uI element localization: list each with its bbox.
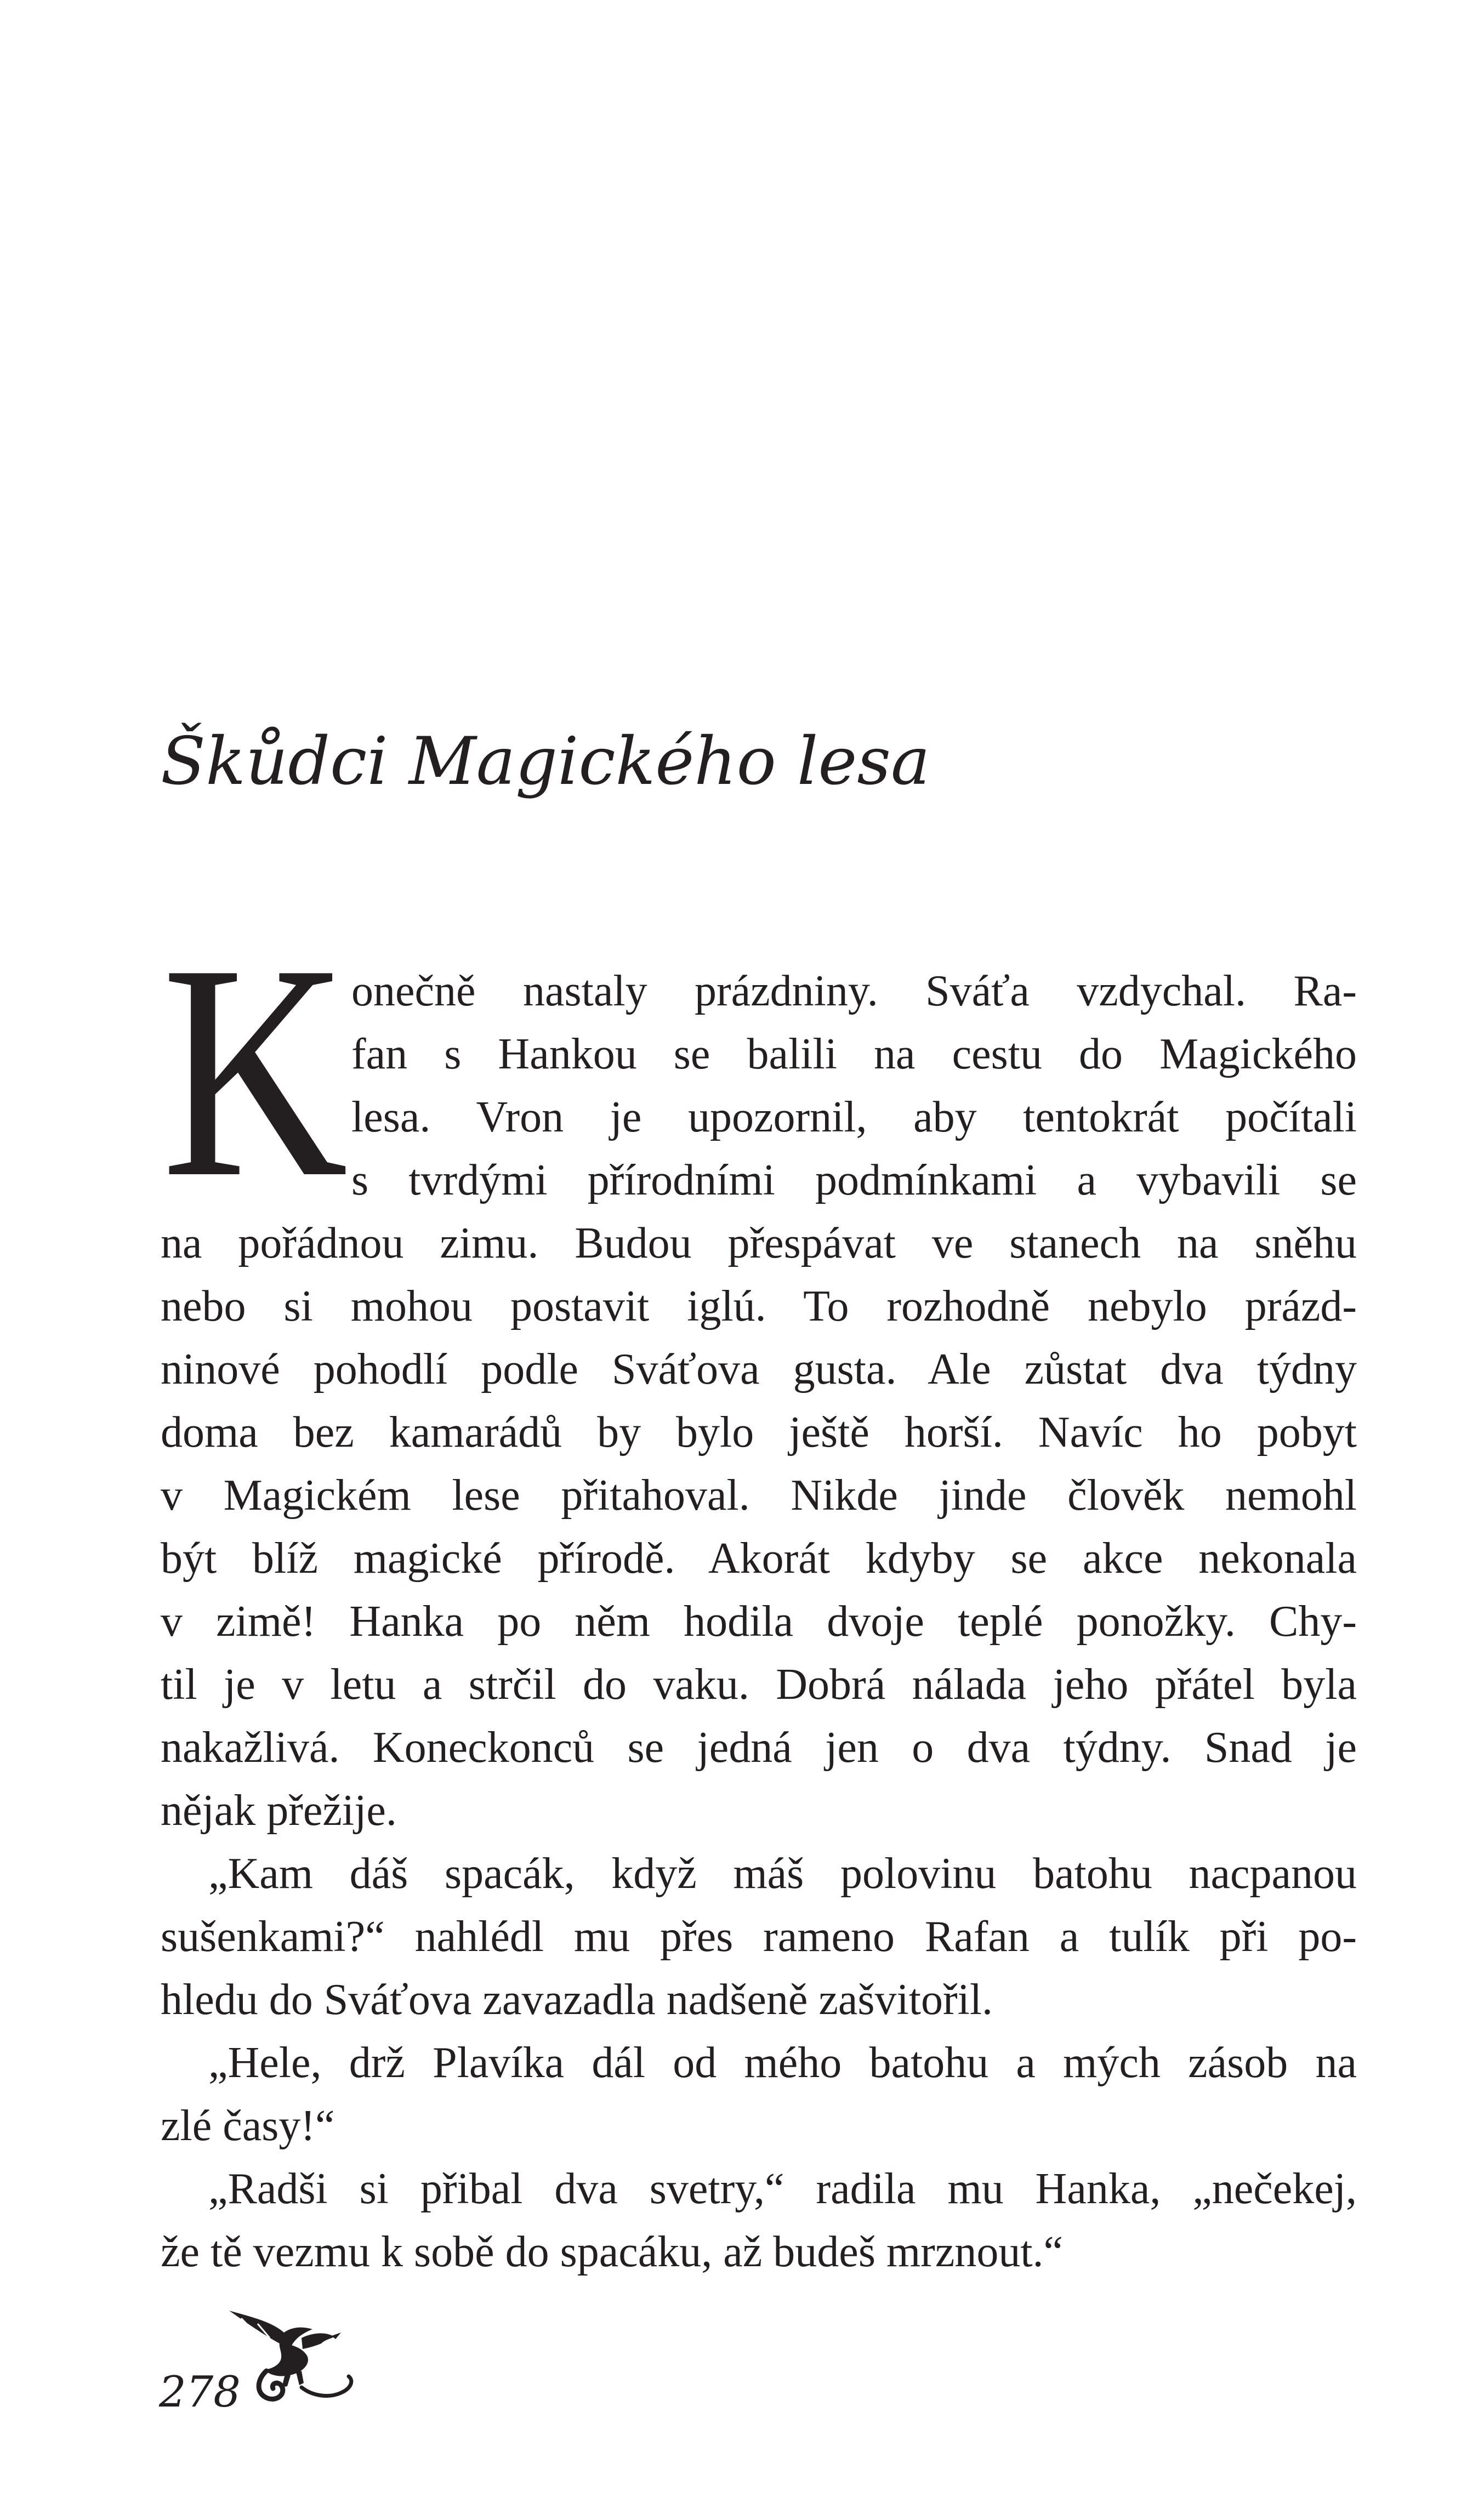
page-number: 278 xyxy=(159,2368,241,2417)
text-line: „Radši si přibal dva svetry,“ radila mu Hanka, „nečekej, xyxy=(208,2165,1357,2213)
text-line: hledu do Sváťova zavazadla nadšeně zašvitořil. xyxy=(161,1976,993,2024)
text-line: ninové pohodlí podle Sváťova gusta. Ale zůstat dva týdny xyxy=(161,1345,1357,1393)
text-line: být blíž magické přírodě. Akorát kdyby se akce nekonala xyxy=(161,1534,1357,1583)
dragon-icon xyxy=(219,2305,362,2409)
text-line: sušenkami?“ nahlédl mu přes rameno Rafan a tulík při po- xyxy=(161,1913,1357,1961)
drop-cap xyxy=(156,901,354,1241)
text-line: v Magickém lese přitahoval. Nikde jinde člověk nemohl xyxy=(161,1471,1357,1520)
text-line: til je v letu a strčil do vaku. Dobrá nálada jeho přátel byla xyxy=(161,1660,1357,1709)
text-line: „Hele, drž Plavíka dál od mého batohu a mých zásob na xyxy=(208,2039,1357,2087)
text-line: nakažlivá. Koneckonců se jedná jen o dva týdny. Snad je xyxy=(161,1723,1357,1772)
text-line: v zimě! Hanka po něm hodila dvoje teplé ponožky. Chy- xyxy=(161,1597,1357,1646)
text-line: nějak přežije. xyxy=(161,1787,397,1835)
text-line: zlé časy!“ xyxy=(161,2102,335,2150)
text-line: s tvrdými přírodními podmínkami a vybavili se xyxy=(351,1156,1357,1204)
text-line: „Kam dáš spacák, když máš polovinu batohu nacpanou xyxy=(208,1850,1357,1898)
drop-cap-letter: K xyxy=(162,901,348,1241)
text-line: lesa. Vron je upozornil, aby tentokrát počítali xyxy=(351,1093,1357,1141)
text-line: onečně nastaly prázdniny. Sváťa vzdychal. Ra- xyxy=(351,967,1357,1015)
text-line: fan s Hankou se balili na cestu do Magického xyxy=(351,1030,1357,1078)
text-line: nebo si mohou postavit iglú. To rozhodně nebylo prázd- xyxy=(161,1282,1357,1330)
text-line: že tě vezmu k sobě do spacáku, až budeš mrznout.“ xyxy=(161,2228,1064,2276)
text-line: na pořádnou zimu. Budou přespávat ve stanech na sněhu xyxy=(161,1219,1357,1267)
chapter-title: Škůdci Magického lesa xyxy=(161,724,930,800)
text-line: doma bez kamarádů by bylo ještě horší. Navíc ho pobyt xyxy=(161,1408,1357,1457)
